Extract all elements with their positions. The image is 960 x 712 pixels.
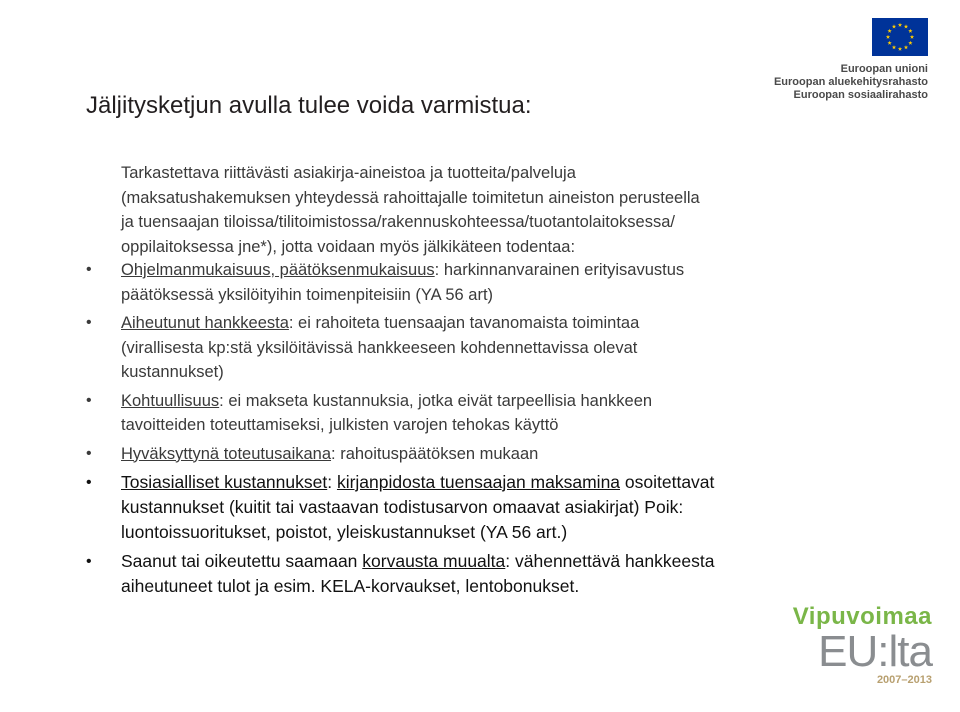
eu-logo <box>774 18 928 102</box>
eu-star <box>887 41 891 45</box>
bullet-item-ohjelmanmukaisuus <box>86 258 861 307</box>
eu-logo-line: Euroopan sosiaalirahasto <box>793 89 928 101</box>
eu-star <box>908 41 912 45</box>
eu-star <box>886 35 890 39</box>
bullet-item-tosiasialliset <box>86 470 861 545</box>
bullet-term: kirjanpidosta tuensaajan maksamina <box>336 472 621 492</box>
intro-line: (maksatushakemuksen yhteydessä rahoittajalle toimitetun aineiston perusteella <box>121 188 700 207</box>
bullet-text: Saanut tai oikeutettu saamaan <box>121 551 363 571</box>
eu-star <box>892 45 896 49</box>
bullet-icon: • <box>86 553 92 570</box>
bullet-text: kustannukset) <box>121 363 224 381</box>
eu-star <box>892 24 896 28</box>
bullet-item-toteutusaika <box>86 442 861 467</box>
eu-logo-line: Euroopan unioni <box>840 63 928 75</box>
intro-line: Tarkastettava riittävästi asiakirja-aineistoa ja tuotteita/palveluja <box>121 164 576 182</box>
eu-star <box>904 45 908 49</box>
intro-paragraph <box>121 161 881 259</box>
bullet-item-aiheutunut <box>86 311 861 385</box>
bullet-icon: • <box>86 261 92 278</box>
eu-star <box>908 29 912 33</box>
bullet-text: tavoitteiden toteuttamiseksi, julkisten varojen tehokas käyttö <box>121 416 559 434</box>
eu-star <box>910 35 914 39</box>
bullet-icon: • <box>86 391 92 409</box>
bullet-text: osoitettavat <box>620 472 715 492</box>
bullet-item-kohtuullisuus <box>86 389 861 438</box>
intro-line: ja tuensaajan tiloissa/tilitoimistossa/rakennuskohteessa/tuotantolaitoksessa/ <box>121 213 675 231</box>
bullet-text: : harkinnanvarainen erityisavustus <box>434 261 685 279</box>
bullet-text: : ei makseta kustannuksia, jotka eivät tarpeellisia hankkeen <box>219 391 653 410</box>
eu-logo-line: Euroopan aluekehitysrahasto <box>773 76 928 88</box>
eu-stars-icon <box>872 18 928 56</box>
bullet-term: Aiheutunut hankkeesta <box>121 314 289 332</box>
bullet-icon: • <box>86 314 92 331</box>
vipuvoimaa-title: Vipuvoimaa <box>792 603 932 630</box>
vipuvoimaa-years: 2007–2013 <box>876 674 932 686</box>
eu-flag-icon <box>872 18 928 56</box>
vipuvoimaa-logo <box>793 604 932 686</box>
bullet-term: korvausta muualta <box>362 551 506 571</box>
bullet-text: aiheutuneet tulot ja esim. KELA-korvaukset, lentobonukset. <box>121 576 580 596</box>
intro-line: oppilaitoksessa jne*), jotta voidaan myös jälkikäteen todentaa: <box>121 237 576 256</box>
eu-star <box>887 29 891 33</box>
eu-star <box>898 47 902 51</box>
bullet-text: : rahoituspäätöksen mukaan <box>331 444 539 463</box>
bullet-term: Hyväksyttynä toteutusaikana <box>121 444 332 463</box>
bullet-icon: • <box>86 444 92 462</box>
bullet-text: päätöksessä yksilöityihin toimenpiteisiin (YA 56 art) <box>121 285 494 304</box>
bullet-text: : <box>327 472 337 492</box>
bullet-term: Ohjelmanmukaisuus, päätöksenmukaisuus <box>121 261 435 279</box>
bullet-icon: • <box>86 474 92 491</box>
bullet-text: kustannukset (kuitit tai vastaavan todistusarvon omaavat asiakirjat) Poik: <box>121 497 684 517</box>
bullet-term: Kohtuullisuus <box>121 391 220 410</box>
bullet-text: : vähennettävä hankkeesta <box>505 551 715 571</box>
eu-star <box>898 23 902 27</box>
bullet-item-korvaus <box>86 549 861 599</box>
bullet-term: Tosiasialliset kustannukset <box>121 472 328 492</box>
page-title: Jäljitysketjun avulla tulee voida varmistua: <box>86 92 532 119</box>
bullet-text: : ei rahoiteta tuensaajan tavanomaista toimintaa <box>288 314 640 332</box>
vipuvoimaa-eu: EU:lta <box>818 627 932 676</box>
bullet-text: (virallisesta kp:stä yksilöitävissä hankkeeseen kohdennettavissa olevat <box>121 338 638 357</box>
bullet-list <box>86 258 861 603</box>
bullet-text: luontoissuoritukset, poistot, yleiskustannukset (YA 56 art.) <box>121 522 568 542</box>
eu-star <box>904 24 908 28</box>
